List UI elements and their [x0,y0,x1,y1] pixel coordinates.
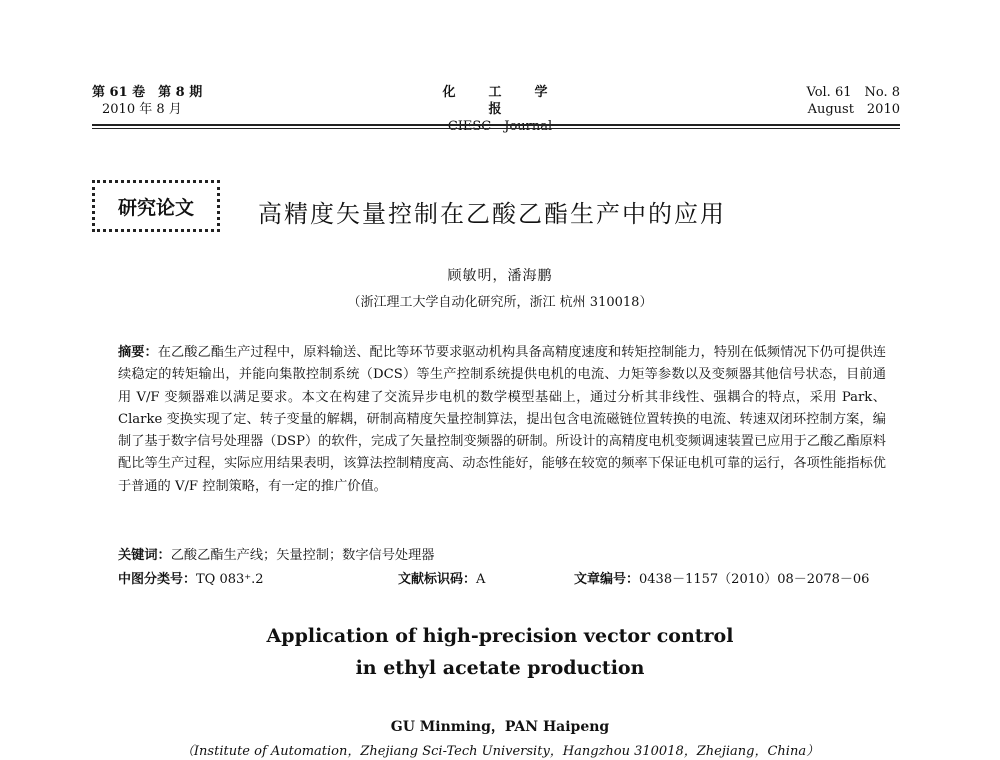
volume-issue-cn: 第 61 卷 第 8 期 [92,85,203,100]
abstract-cn [118,342,886,498]
authors-en: GU Minming，PAN Haipeng [390,719,610,735]
header-rule-thick [92,124,900,126]
paper-title-cn: 高精度矢量控制在乙酸乙酯生产中的应用 [258,200,726,228]
authors-cn: 顾敏明，潘海鹏 [447,268,553,284]
abstract-text: 在乙酸乙酯生产过程中，原料输送、配比等环节要求驱动机构具备高精度速度和转矩控制能力，特别在低频情况下仍可提供连续稳定的转矩输出，并能向集散控制系统（DCS）等生产控制系统提供电机的电流、力矩等参数以及变频器其他信号状态，目前通用 V/F 变频器难以满足要求。本文在构建了交流异步电机的数学模型基础上，通过分析其非线性、强耦合的特点，采用 Park、Clarke 变换实现了定、转子变量的解耦，研制高精度矢量控制算法，提出包含电流磁链位置转换的电流、转速双闭环控制方案，编制了基于数字信号处理器（DSP）的软件，完成了矢量控制变频器的研制。所设计的高精度电机变频调速装置已应用于乙酸乙酯原料配比等生产过程，实际应用结果表明，该算法控制精度高、动态性能好，能够在较宽的频率下保证电机可靠的运行，各项性能指标优于普通的 V/F 控制策略，有一定的推广价值。 [118,345,887,494]
section-badge: 研究论文 [92,180,220,232]
keywords-label: 关键词： [118,548,171,563]
journal-name-en: CIESC Journal [447,119,553,134]
journal-name-cn: 化 工 学 报 [442,85,581,117]
volume-issue-en: Vol. 61 No. 8 [806,85,900,100]
affiliation-cn: （浙江理工大学自动化研究所，浙江 杭州 310018） [347,295,653,310]
date-cn: 2010 年 8 月 [102,102,182,117]
clc-number: 中图分类号：TQ 083⁺.2 [118,572,264,587]
header-right [807,84,901,118]
abstract-label: 摘要： [118,345,158,360]
keywords-cn [118,546,435,566]
paper-title-en [0,620,1000,684]
paper-title-en-line2: in ethyl acetate production [355,657,645,679]
header-left [92,84,202,118]
paper-title-en-line1: Application of high-precision vector control [266,625,734,647]
header-rule-thin [92,128,900,129]
document-code: 文献标识码：A [398,572,486,587]
keywords-text: 乙酸乙酯生产线；矢量控制；数字信号处理器 [170,548,435,563]
article-number: 文章编号：0438－1157（2010）08－2078－06 [574,572,870,587]
date-en: August 2010 [807,102,900,117]
affiliation-en: （Institute of Automation，Zhejiang Sci-Tech University，Hangzhou 310018，Zhejiang，China） [180,744,820,759]
